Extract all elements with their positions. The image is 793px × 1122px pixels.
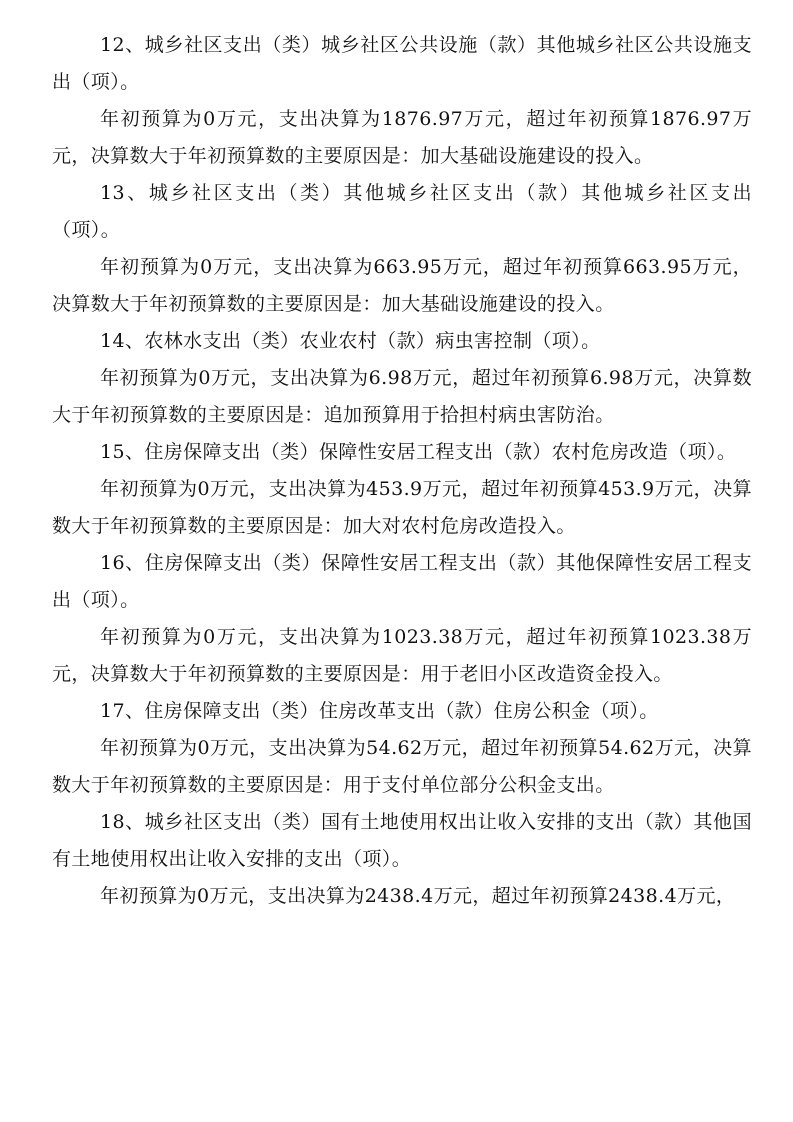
item-16-detail: 年初预算为0万元，支出决算为1023.38万元，超过年初预算1023.38万元，决算数大于年初预算数的主要原因是：用于老旧小区改造资金投入。 (52, 626, 752, 685)
item-16-heading: 16、住房保障支出（类）保障性安居工程支出（款）其他保障性安居工程支出（项）。 (52, 552, 752, 611)
item-13-detail: 年初预算为0万元，支出决算为663.95万元，超过年初预算663.95万元，决算数大于年初预算数的主要原因是：加大基础设施建设的投入。 (52, 256, 752, 315)
item-17-detail: 年初预算为0万元，支出决算为54.62万元，超过年初预算54.62万元，决算数大于年初预算数的主要原因是：用于支付单位部分公积金支出。 (52, 737, 752, 796)
item-13-heading: 13、城乡社区支出（类）其他城乡社区支出（款）其他城乡社区支出（项）。 (52, 182, 752, 241)
item-14-detail: 年初预算为0万元，支出决算为6.98万元，超过年初预算6.98万元，决算数大于年初预算数的主要原因是：追加预算用于拾担村病虫害防治。 (52, 367, 752, 426)
document-body (52, 27, 752, 915)
item-15-heading: 15、住房保障支出（类）保障性安居工程支出（款）农村危房改造（项）。 (100, 441, 737, 463)
item-18-detail: 年初预算为0万元，支出决算为2438.4万元，超过年初预算2438.4万元， (100, 885, 736, 907)
item-18-heading: 18、城乡社区支出（类）国有土地使用权出让收入安排的支出（款）其他国有土地使用权出让收入安排的支出（项）。 (52, 811, 752, 870)
item-15-detail: 年初预算为0万元，支出决算为453.9万元，超过年初预算453.9万元，决算数大于年初预算数的主要原因是：加大对农村危房改造投入。 (52, 478, 752, 537)
item-14-heading: 14、农林水支出（类）农业农村（款）病虫害控制（项）。 (100, 330, 601, 352)
item-12-detail: 年初预算为0万元，支出决算为1876.97万元，超过年初预算1876.97万元，决算数大于年初预算数的主要原因是：加大基础设施建设的投入。 (52, 108, 752, 167)
item-12-heading: 12、城乡社区支出（类）城乡社区公共设施（款）其他城乡社区公共设施支出（项）。 (52, 34, 752, 93)
item-17-heading: 17、住房保障支出（类）住房改革支出（款）住房公积金（项）。 (100, 700, 659, 722)
